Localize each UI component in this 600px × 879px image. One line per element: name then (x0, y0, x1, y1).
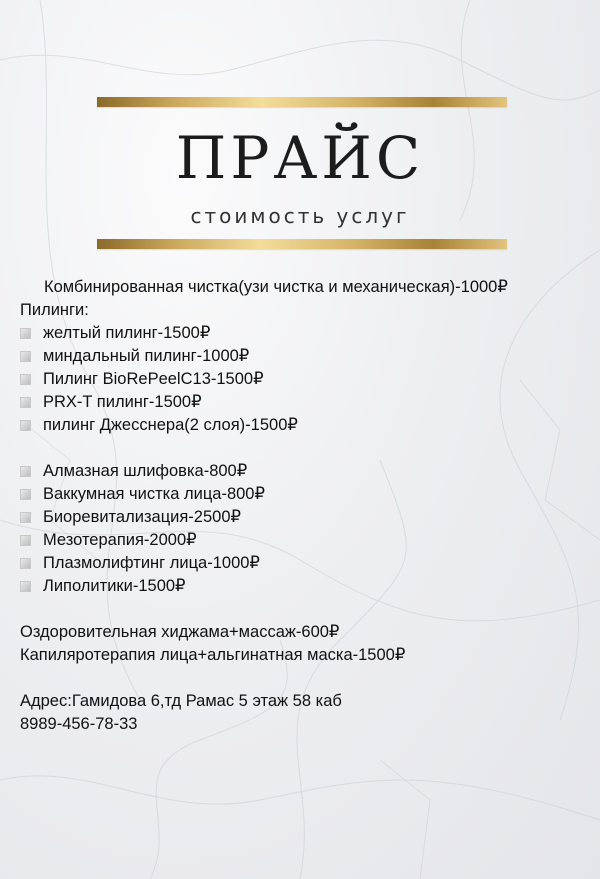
list-item (20, 414, 590, 437)
gold-divider-top (97, 97, 507, 107)
gold-divider-bottom (97, 239, 507, 249)
list-item (20, 345, 590, 368)
list-item-text: Ваккумная чистка лица-800₽ (43, 485, 265, 503)
list-item-text: Мезотерапия-2000₽ (43, 531, 197, 549)
page-subtitle: стоимость услуг (190, 204, 410, 228)
address-text: Адрес:Гамидова 6,тд Рамас 5 этаж 58 каб (20, 692, 342, 710)
list-item (20, 506, 590, 529)
list-item-text: Липолитики-1500₽ (43, 577, 186, 595)
spacer (20, 437, 590, 460)
list-item-text: Биоревитализация-2500₽ (43, 508, 241, 526)
list-item (20, 460, 590, 483)
square-bullet-icon (20, 581, 31, 592)
list-item-text: Пилинг BioRePeelC13-1500₽ (43, 370, 264, 388)
list-item-text: Плазмолифтинг лица-1000₽ (43, 554, 260, 572)
phone-number: 8989-456-78-33 (20, 715, 138, 733)
list-item-text: желтый пилинг-1500₽ (43, 324, 211, 342)
square-bullet-icon (20, 351, 31, 362)
list-item (20, 483, 590, 506)
list-item (20, 368, 590, 391)
list-item (20, 529, 590, 552)
extra-service: Оздоровительная хиджама+массаж-600₽ (20, 623, 340, 641)
square-bullet-icon (20, 397, 31, 408)
list-item (20, 391, 590, 414)
price-list (20, 276, 590, 736)
square-bullet-icon (20, 535, 31, 546)
list-item-text: миндальный пилинг-1000₽ (43, 347, 250, 365)
intro-service: Комбинированная чистка(узи чистка и механическая)-1000₽ (44, 278, 508, 296)
page-title: ПРАЙС (175, 124, 425, 192)
list-item-text: Алмазная шлифовка-800₽ (43, 462, 248, 480)
list-item (20, 575, 590, 598)
extra-service: Капиляротерапия лица+альгинатная маска-1500₽ (20, 646, 406, 664)
square-bullet-icon (20, 512, 31, 523)
spacer (20, 667, 590, 690)
square-bullet-icon (20, 466, 31, 477)
peelings-heading: Пилинги: (20, 301, 89, 319)
square-bullet-icon (20, 558, 31, 569)
list-item-text: пилинг Джесснера(2 слоя)-1500₽ (43, 416, 298, 434)
list-item (20, 322, 590, 345)
list-item (20, 552, 590, 575)
list-item-text: PRX-T пилинг-1500₽ (43, 393, 202, 411)
spacer (20, 598, 590, 621)
square-bullet-icon (20, 328, 31, 339)
square-bullet-icon (20, 374, 31, 385)
square-bullet-icon (20, 489, 31, 500)
square-bullet-icon (20, 420, 31, 431)
